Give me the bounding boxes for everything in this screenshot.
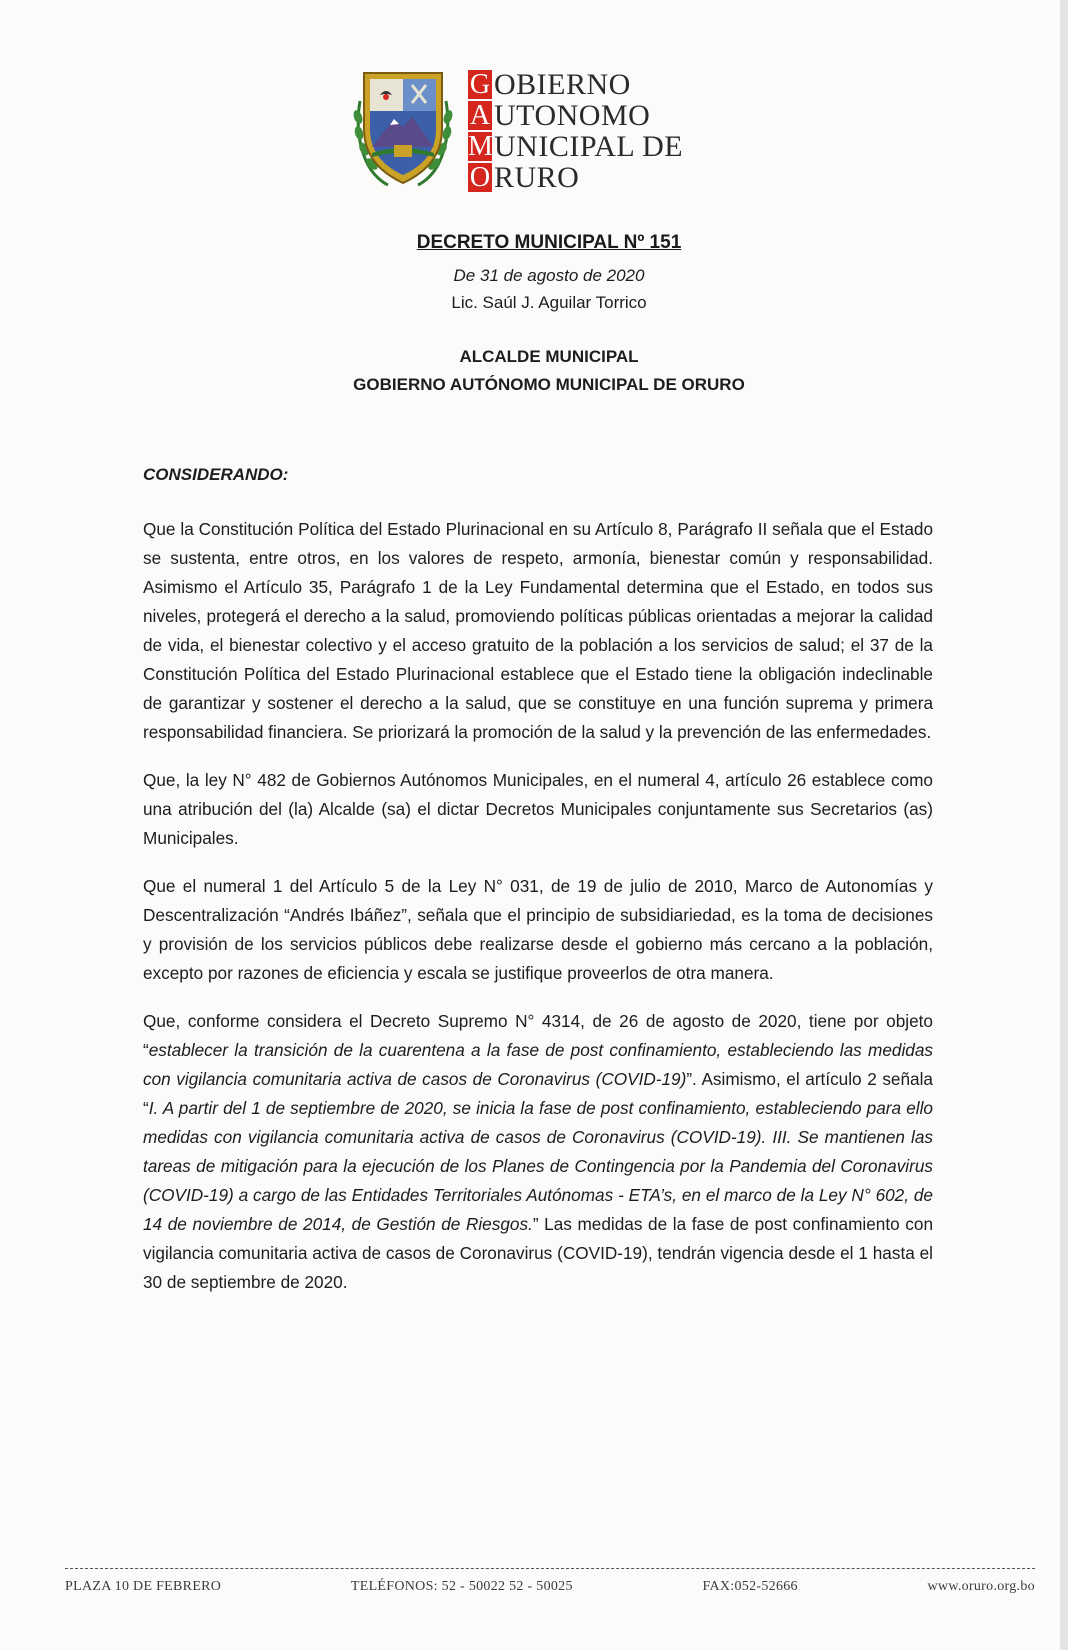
- decree-author: Lic. Saúl J. Aguilar Torrico: [451, 293, 647, 312]
- paragraph-law-031: Que el numeral 1 del Artículo 5 de la Ley N° 031, de 19 de julio de 2010, Marco de Autonomías y Descentralización “Andrés Ibáñez”, señala que el principio de subsidiariedad, es la toma de decisiones y provisión de los servicios públicos debe realizarse desde el gobierno más cercano a la población, excepto por razones de eficiencia y escala se justifique proveerlos de otra manera.: [143, 876, 933, 983]
- paragraph-constitution: Que la Constitución Política del Estado Plurinacional en su Artículo 8, Parágrafo II señala que el Estado se sustenta, entre otros, en los valores de respeto, armonía, bienestar común y responsabilidad. Asimismo el Artículo 35, Parágrafo 1 de la Ley Fundamental determina que el Estado, en todos sus niveles, protegerá el derecho a la salud, promoviendo políticas públicas orientadas a mejorar la calidad de vida, el bienestar colectivo y el acceso gratuito de la población a los servicios de salud; el 37 de la Constitución Política del Estado Plurinacional establece que el Estado tiene la obligación indeclinable de garantizar y sostener el derecho a la salud, que se constituye en una función suprema y primera responsabilidad financiera. Se priorizará la promoción de la salud y la prevención de las enfermedades.: [143, 519, 933, 742]
- logo-word: UNICIPAL DE: [494, 130, 684, 163]
- footer-phones: TELÉFONOS: 52 - 50022 52 - 50025: [350, 1579, 573, 1594]
- decree-body: [143, 465, 933, 1316]
- logo-initial: M: [468, 131, 493, 162]
- footer-divider: [65, 1568, 1035, 1569]
- logo-line: [468, 70, 683, 99]
- letterhead-footer: [65, 1568, 1035, 1595]
- office-title: ALCALDE MUNICIPAL: [459, 347, 639, 366]
- footer-fax: FAX:052-52666: [702, 1579, 798, 1594]
- coat-of-arms-emblem: [344, 67, 462, 195]
- paragraph-supreme-decree-4314: [143, 1007, 933, 1297]
- quoted-text: establecer la transición de la cuarentena a la fase de post confinamiento, estableciendo las medidas con vigilancia comunitaria activa de casos de Coronavirus (COVID-19): [143, 1040, 933, 1089]
- logo-line: [468, 163, 683, 192]
- logo-word: RURO: [494, 161, 580, 194]
- footer-row: [65, 1579, 1035, 1595]
- footer-address: PLAZA 10 DE FEBRERO: [65, 1579, 222, 1594]
- footer-website: www.oruro.org.bo: [927, 1579, 1035, 1594]
- logo-word: UTONOMO: [494, 99, 651, 132]
- paragraph-text: Que, conforme considera el Decreto Supremo N° 4314, de 26 de agosto de 2020, tiene por objeto “: [143, 1011, 933, 1060]
- paragraph-text: ” Las medidas de la fase de post confinamiento con vigilancia comunitaria activa de casos de Coronavirus (COVID-19), tendrán vigencia desde el 1 hasta el 30 de septiembre de 2020.: [143, 1214, 934, 1292]
- logo-line: [468, 132, 683, 161]
- paragraph-law-482: Que, la ley N° 482 de Gobiernos Autónomos Municipales, en el numeral 4, artículo 26 establece como una atribución del (la) Alcalde (sa) el dictar Decretos Municipales conjuntamente sus Secretarios (as) Municipales.: [143, 770, 933, 848]
- logo-initial: O: [469, 162, 491, 193]
- letterhead: [344, 62, 764, 202]
- paragraph-text: ”. Asimismo, el artículo 2 señala “: [143, 1069, 933, 1118]
- office-subtitle: GOBIERNO AUTÓNOMO MUNICIPAL DE ORURO: [353, 375, 745, 394]
- logo-initial: G: [469, 69, 491, 100]
- decree-title: DECRETO MUNICIPAL Nº 151: [416, 232, 682, 253]
- logo-initial: A: [469, 100, 491, 131]
- quoted-text: I. A partir del 1 de septiembre de 2020, se inicia la fase de post confinamiento, estableciendo para ello medidas con vigilancia comunitaria activa de casos de Coronavirus (COVID-19). III. Se mantienen las tareas de mitigación para la ejecución de los Planes de Contingencia por la Pandemia del Coronavirus (COVID-19) a cargo de las Entidades Territoriales Autónomas - ETA’s, en el marco de la Ley N° 602, de 14 de noviembre de 2014, de Gestión de Riesgos.: [143, 1098, 933, 1234]
- decree-date: De 31 de agosto de 2020: [453, 266, 645, 285]
- logo-wordmark: [468, 70, 683, 194]
- logo-line: [468, 101, 683, 130]
- considerando-heading: CONSIDERANDO:: [143, 465, 289, 484]
- logo-word: OBIERNO: [494, 68, 631, 101]
- decree-heading: [0, 232, 1068, 395]
